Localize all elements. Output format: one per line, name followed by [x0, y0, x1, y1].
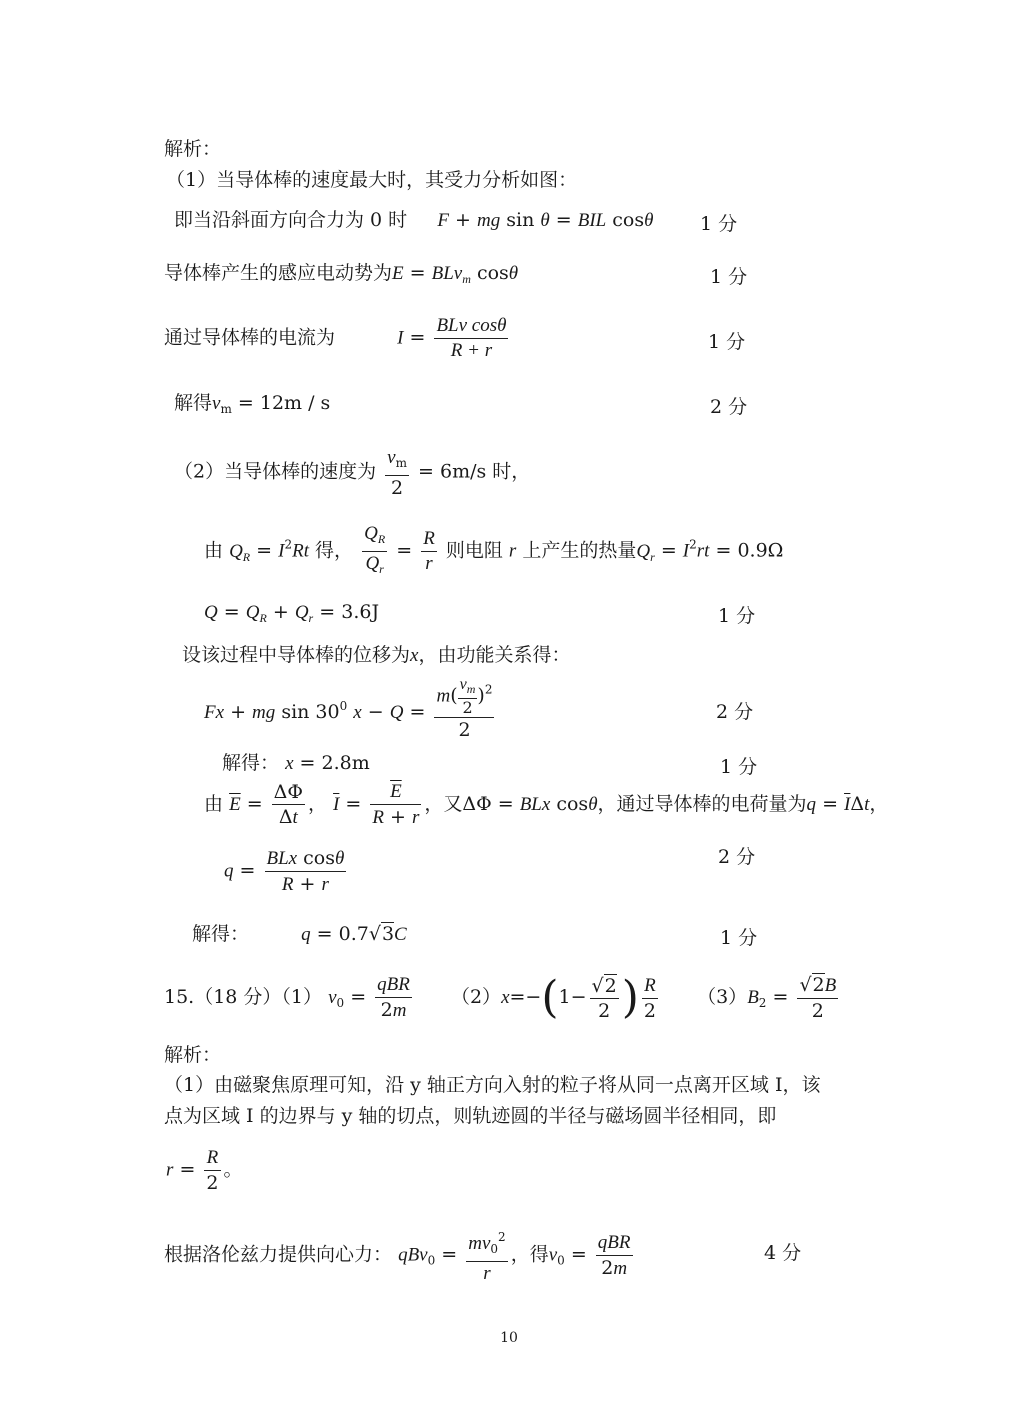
- x-solve-line: 解得： x = 2.8m: [222, 752, 370, 774]
- score: 2 分: [718, 846, 756, 868]
- score: 1 分: [720, 927, 758, 949]
- equilibrium-line: 即当沿斜面方向合力为 0 时 F + mg sin θ = BIL cosθ: [174, 209, 654, 231]
- charge-equation: q = $\frac{\text{BLx cosθ}}{R + r}$: [224, 847, 345, 895]
- displacement-line: 设该过程中导体棒的位移为x，由功能关系得：: [182, 644, 571, 666]
- q15-analysis-label: 解析：: [164, 1044, 222, 1066]
- radius-line: r = $\frac{R}{2}$ 。: [166, 1147, 243, 1194]
- score: 2 分: [716, 701, 754, 723]
- score: 1 分: [720, 756, 758, 778]
- q15-line2: 点为区域 I 的边界与 y 轴的切点，则轨迹圆的半径与磁场圆半径相同，即: [164, 1105, 777, 1127]
- current-line: 通过导体棒的电流为 I = $\frac{\text{BLv cosθ}}{R + r}$: [164, 315, 507, 361]
- analysis-label: 解析：: [164, 138, 222, 160]
- charge-line: 由 $\overline{E}$ = $\frac{\Delta\Phi}{\Delta t}$ ， $\overline{I}$ = $\frac{\overline{E}}{R + r}$ ，又ΔΦ = BLx cosθ，通过导体棒的电荷量为$q = \overline{I}\Delta t$，: [204, 781, 889, 828]
- score: 1 分: [718, 605, 756, 627]
- q15-line1: （1）由磁聚焦原理可知，沿 y 轴正方向入射的粒子将从同一点离开区域 I，该: [164, 1074, 821, 1096]
- score: 1 分: [710, 266, 748, 288]
- part1-intro: （1）当导体棒的速度最大时，其受力分析如图：: [166, 169, 578, 191]
- lorentz-line: 根据洛伦兹力提供向心力： qBv$_0$ = $\frac{mv_0^2}{r}$ ，得$v_0$ = $\frac{\text{qBR}}{2m}$: [164, 1230, 631, 1284]
- score: 4 分: [764, 1242, 802, 1264]
- heat-line: 由 $Q_R = I^2Rt$ 得， $\frac{Q_R}{Q_r}$ = $\frac{R}{r}$ 则电阻 r 上产生的热量$Q_r = I^2rt = 0.9\Omega$: [204, 522, 783, 581]
- vm-solve-line: 解得$v_m = 12m / s$: [174, 392, 331, 416]
- score: 2 分: [710, 396, 748, 418]
- emf-line: 导体棒产生的感应电动势为E = BLv$_m$ cosθ: [164, 262, 519, 286]
- score: 1 分: [708, 331, 746, 353]
- energy-equation: Fx + mg $\sin 30^0$ x − Q = m( $\frac{v_m}{2}$ )$^2$ 2: [204, 676, 493, 741]
- score: 1 分: [700, 213, 738, 235]
- q-solve-line: 解得： q = 0.7√3C: [192, 923, 407, 945]
- page-number: 10: [500, 1330, 518, 1346]
- q-total-line: $Q = Q_R + Q_r = 3.6J$: [204, 601, 380, 625]
- part2-intro: （2）当导体棒的速度为 $\frac{v_m}{2}$ = 6m/s 时，: [174, 447, 531, 499]
- q15-header: 15.（18 分）（1） $v_0$ = $\frac{\text{qBR}}{2m}$ （2）x=−(1− $\frac{√2}{2}$ ) $\frac{R}{2}$ $(3)B_2$ = $\frac{√2B}{2}$: [164, 972, 837, 1023]
